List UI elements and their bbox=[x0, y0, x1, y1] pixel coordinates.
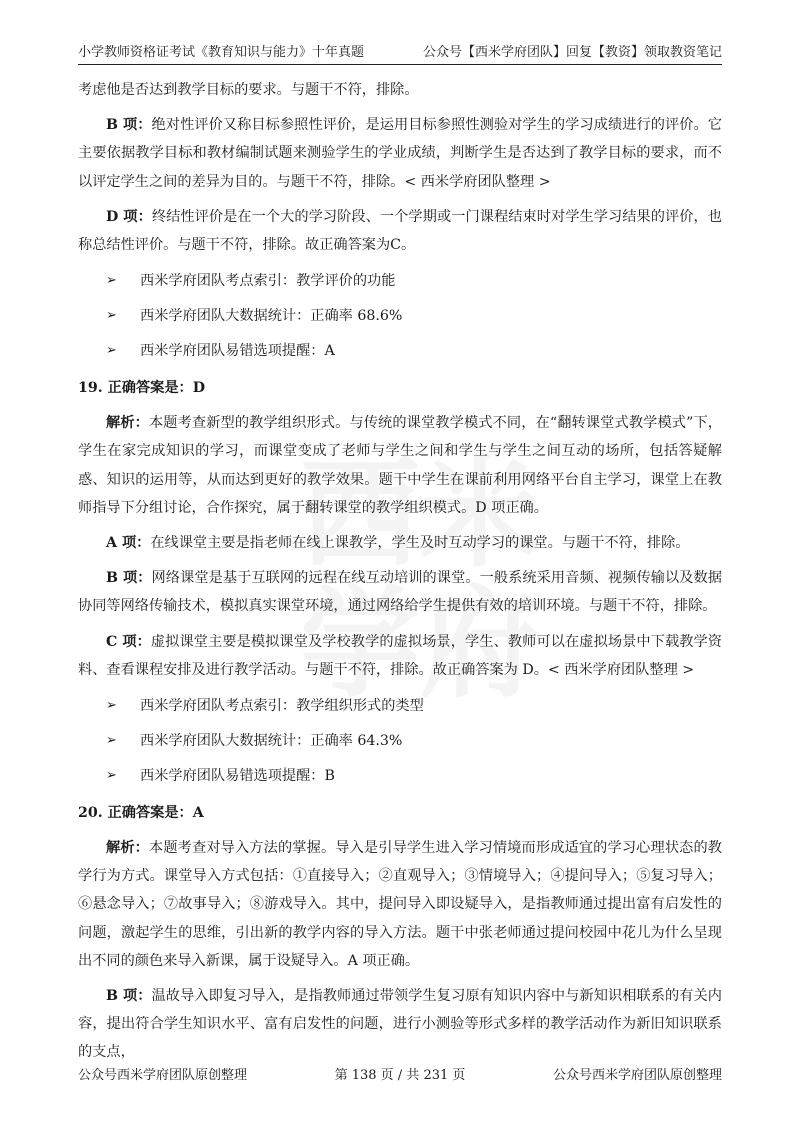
bullet-text: 西米学府团队易错选项提醒：A bbox=[140, 343, 335, 360]
page-footer bbox=[78, 1064, 722, 1083]
question-answer-heading: 19. 正确答案是：D bbox=[78, 380, 206, 397]
page-header bbox=[78, 38, 722, 60]
option-label: D 项： bbox=[106, 208, 152, 225]
paragraph-text: 终结性评价是在一个大的学习阶段、一个学期或一门课程结束时对学生学习结果的评价，也称总结性评价。与题干不符，排除。故正确答案为C。 bbox=[78, 208, 722, 254]
paragraph bbox=[78, 834, 722, 975]
paragraph-text: 温故导入即复习导入，是指教师通过带领学生复习原有知识内容中与新知识相联系的有关内容，提出符合学生知识水平、富有启发性的问题，进行小测验等形式多样的教学活动作为新旧知识联系的支点， bbox=[78, 988, 722, 1061]
paragraph-text: 考虑他是否达到教学目标的要求。与题干不符，排除。 bbox=[78, 82, 419, 98]
paragraph bbox=[78, 111, 722, 196]
bullet-item bbox=[78, 266, 722, 294]
arrow-bullet-icon: ➢ bbox=[106, 272, 117, 288]
paragraph bbox=[78, 409, 722, 522]
option-label: C 项： bbox=[106, 633, 151, 650]
bullet-text: 西米学府团队考点索引：教学组织形式的类型 bbox=[140, 698, 424, 715]
bullet-item bbox=[78, 301, 722, 329]
header-right: 公众号【西米学府团队】回复【教资】领取教资笔记 bbox=[422, 45, 722, 60]
paragraph-text: 在线课堂主要是指老师在线上课教学，学生及时互动学习的课堂。与题干不符，排除。 bbox=[150, 535, 690, 552]
paragraph bbox=[78, 982, 722, 1067]
header-left: 小学教师资格证考试《教育知识与能力》十年真题 bbox=[78, 45, 365, 60]
paragraph-text: 本题考查新型的教学组织形式。与传统的课堂教学模式不同，在“翻转课堂式教学模式”下，学生在家完成知识的学习，而课堂变成了老师与学生之间和学生与学生之间互动的场所，包括答疑解惑、知识的运用等，从而达到更好的教学效果。题干中学生在课前利用网络平台自主学习，课堂上在教师指导下分组讨论，合作探究，属于翻转课堂的教学组织模式。D 项正确。 bbox=[78, 415, 722, 516]
paragraph bbox=[78, 564, 722, 620]
paragraph-text: 网络课堂是基于互联网的远程在线互动培训的课堂。一般系统采用音频、视频传输以及数据协同等网络传输技术，模拟真实课堂环境，通过网络给学生提供有效的培训环境。与题干不符，排除。 bbox=[78, 570, 722, 615]
arrow-bullet-icon: ➢ bbox=[106, 767, 117, 783]
bullet-text: 西米学府团队大数据统计：正确率 64.3% bbox=[140, 733, 403, 750]
bullet-item bbox=[78, 691, 722, 719]
page-number: 第 138 页 / 共 231 页 bbox=[334, 1068, 466, 1083]
header-divider bbox=[78, 64, 722, 65]
option-label: 解析： bbox=[106, 415, 149, 432]
bullet-text: 西米学府团队易错选项提醒：B bbox=[140, 768, 335, 785]
bullet-text: 西米学府团队大数据统计：正确率 68.6% bbox=[140, 308, 403, 325]
paragraph bbox=[78, 628, 722, 684]
arrow-bullet-icon: ➢ bbox=[106, 307, 117, 323]
arrow-bullet-icon: ➢ bbox=[106, 342, 117, 358]
paragraph-text: 绝对性评价又称目标参照性评价，是运用目标参照性测验对学生的学习成绩进行的评价。它主要依据教学目标和教材编制试题来测验学生的学业成绩，判断学生是否达到了教学目标的要求，而不以评定学生之间的差异为目的。与题干不符，排除。< 西米学府团队整理 > bbox=[78, 117, 722, 190]
footer-left: 公众号西米学府团队原创整理 bbox=[78, 1068, 248, 1083]
option-label: B 项： bbox=[106, 117, 152, 134]
bullet-item bbox=[78, 761, 722, 789]
paragraph-text: 虚拟课堂主要是模拟课堂及学校教学的虚拟场景，学生、教师可以在虚拟场景中下载教学资料、查看课程安排及进行教学活动。与题干不符，排除。故正确答案为 D。< 西米学府团队整理 > bbox=[78, 633, 722, 678]
option-label: B 项： bbox=[106, 570, 152, 587]
arrow-bullet-icon: ➢ bbox=[106, 732, 117, 748]
paragraph bbox=[78, 203, 722, 259]
page-content bbox=[78, 76, 722, 1074]
option-label: B 项： bbox=[106, 988, 152, 1005]
question-answer-heading: 20. 正确答案是：A bbox=[78, 805, 204, 822]
paragraph-text: 本题考查对导入方法的掌握。导入是引导学生进入学习情境而形成适宜的学习心理状态的教学行为方式。课堂导入方式包括：①直接导入；②直观导入；③情境导入；④提问导入；⑤复习导入；⑥悬念导入；⑦故事导入；⑧游戏导入。其中，提问导入即设疑导入，是指教师通过提出富有启发性的问题，激起学生的思维，引出新的教学内容的导入方法。题干中张老师通过提问校园中花儿为什么呈现出不同的颜色来导入新课，属于设疑导入。A 项正确。 bbox=[78, 840, 722, 969]
paragraph bbox=[78, 529, 722, 557]
arrow-bullet-icon: ➢ bbox=[106, 697, 117, 713]
footer-right: 公众号西米学府团队原创整理 bbox=[552, 1068, 722, 1083]
bullet-item bbox=[78, 726, 722, 754]
paragraph bbox=[78, 76, 722, 104]
option-label: 解析： bbox=[106, 840, 149, 857]
bullet-item bbox=[78, 336, 722, 364]
option-label: A 项： bbox=[106, 535, 151, 552]
bullet-text: 西米学府团队考点索引：教学评价的功能 bbox=[140, 273, 396, 290]
